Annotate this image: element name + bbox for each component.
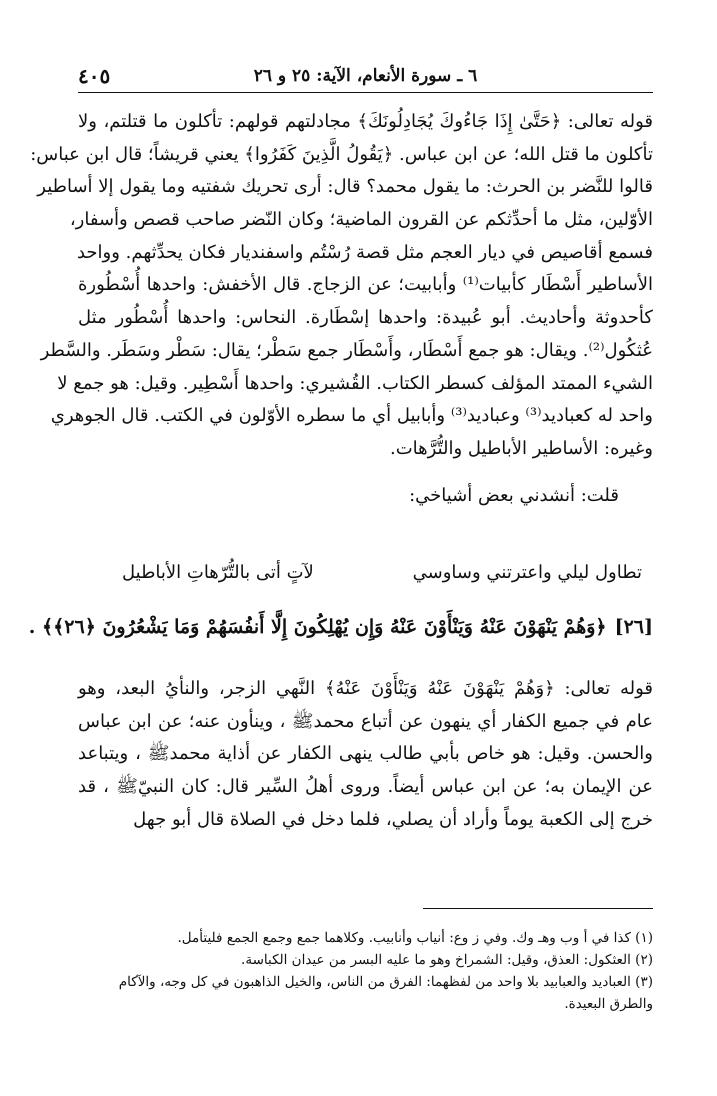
text-line: خرج إلى الكعبة يوماً وأراد أن يصلي، فلما دخل في الصلاة قال أبو جهل	[133, 808, 653, 830]
text-line: فسمع أقاصيص في ديار العجم مثل قصة رُسْتُم واسفنديار فكان يحدِّثهم. وواحد	[76, 241, 653, 263]
header-title: ٦ ـ سورة الأنعام، الآية: ٢٥ و ٢٦	[253, 66, 478, 86]
ayah-text: ﴿وَهُمْ يَنْهَوْنَ عَنْهُ وَيَنْأَوْنَ عَنْهُ وَإِن يُهْلِكُونَ إِلَّا أَنفُسَهُمْ وَمَا يَشْعُرُونَ ﴿٢٦﴾﴾ .	[28, 616, 607, 638]
text-line: عُثكُول⁽²⁾. ويقال: هو جمع أَسْطَار، وأَسْطَار جمع سَطْر؛ يقال: سَطْر وسَطَر. والسَّطر	[40, 339, 653, 361]
text-line: الأساطير أَسْطَار كأبيات⁽¹⁾ وأبابيت؛ عن الزجاج. قال الأخفش: واحدها أُسْطُورة	[78, 274, 653, 296]
footnote-1: (١) كذا في أ وب وهـ وك. وفي ز وع: أنياب وأنابيب. وكلاهما جمع وجمع الجمع فليتأمل.	[177, 930, 653, 946]
text-line: تأكلون ما قتل الله؛ عن ابن عباس. ﴿يَقُولُ الَّذِينَ كَفَرُوا﴾ يعني قريشاً؛ قال ابن عباس:	[30, 143, 653, 165]
running-header	[78, 62, 653, 93]
text-line: عام في جميع الكفار أي ينهون عن أتباع محمدﷺ ، وينأون عنه؛ عن ابن عباس	[78, 710, 653, 732]
quote-intro: قلت: أنشدني بعض أشياخي:	[409, 484, 619, 506]
verse-hemistich-right: تطاول ليلي واعترتني وساوسي	[412, 562, 642, 583]
text-line: قالوا للنَّضر بن الحرث: ما يقول محمد؟ قال: أرى تحريك شفتيه وما يقول إلا أساطير	[37, 176, 653, 198]
text-line: الأوّلين، مثل ما أحدِّثكم عن القرون الماضية؛ وكان النّضر صاحب قصص وأسفار،	[69, 209, 653, 231]
footnote-3: (٣) العباديد والعبابيد بلا واحد من لفظهما: الفرق من الناس، والخيل الذاهبون في كل وجه، والآكام والطرق البعيدة.	[118, 974, 653, 1012]
ayah-number: [٢٦]	[614, 616, 653, 638]
commentary-paragraph-2	[78, 673, 653, 836]
text-line: كأحدوثة وأحاديث. أبو عُبيدة: واحدها إسْطَارة. النحاس: واحدها أُسْطُور مثل	[78, 307, 653, 329]
text-line: قوله تعالى: ﴿وَهُمْ يَنْهَوْنَ عَنْهُ وَيَنْأَوْنَ عَنْهُ﴾ النَّهي الزجر، والنأيُ البعد، وهو	[78, 678, 653, 699]
verse-hemistich-left: لآتٍ أتى بالتُّرّهاتِ الأباطيل	[122, 562, 314, 583]
text-line: وغيره: الأساطير الأباطيل والتُّرَّهات.	[390, 437, 653, 459]
text-line: واحد له كعباديد⁽³⁾ وعباديد⁽³⁾ وأبابيل أي ما سطره الأوّلون في الكتب. قال الجوهري	[50, 405, 653, 427]
text-line: عن الإيمان به؛ عن ابن عباس أيضاً. وروى أهلُ السِّير قال: كان النبيّﷺ ، قد	[78, 776, 653, 798]
footnotes	[78, 927, 653, 1015]
poetry-verse	[122, 562, 642, 596]
footnote-separator	[423, 908, 653, 909]
text-line: الشيء الممتد المؤلف كسطر الكتاب. القُشيري: واحدها أَسْطِير. وقيل: هو جمع لا	[57, 372, 653, 394]
text-line: قوله تعالى: ﴿حَتَّىٰ إِذَا جَاءُوكَ يُجَادِلُونَكَ﴾ مجادلتهم قولهم: تأكلون ما قتلتم، ولا	[78, 111, 653, 132]
footnote-2: (٢) العثكول: العذق، وقيل: الشمراخ وهو ما عليه البسر من عيدان الكباسة.	[241, 952, 653, 968]
text-line: والحسن. وقيل: هو خاص بأبي طالب ينهى الكفار عن أذاية محمدﷺ ، ويتباعد	[78, 743, 653, 765]
quran-ayah	[28, 610, 653, 644]
commentary-paragraph-1	[30, 106, 653, 512]
page-number: ٤٠٥	[78, 64, 111, 88]
